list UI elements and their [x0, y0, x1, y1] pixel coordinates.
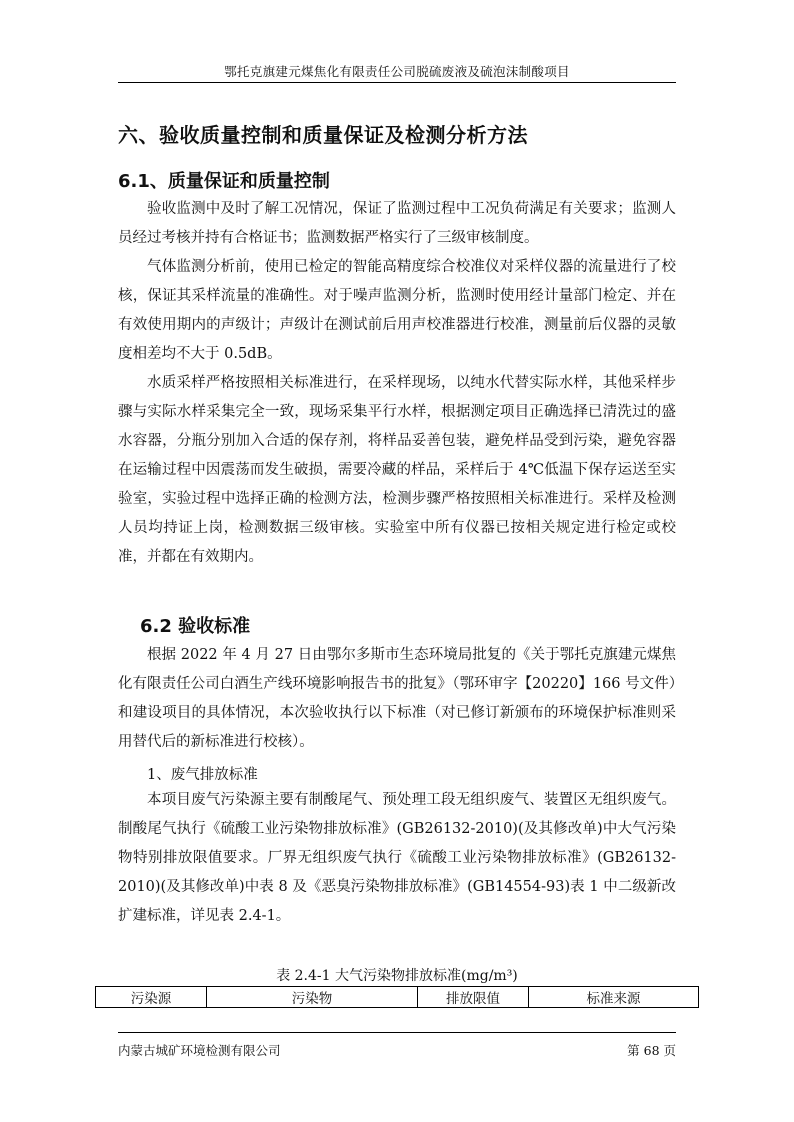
paragraph-qc-1: 验收监测中及时了解工况情况，保证了监测过程中工况负荷满足有关要求；监测人员经过考核并持有合格证书；监测数据严格实行了三级审核制度。 — [118, 201, 676, 246]
table-caption: 表 2.4-1 大气污染物排放标准(mg/m³) — [276, 968, 518, 984]
paragraph-qc-3: 水质采样严格按照相关标准进行，在采样现场，以纯水代替实际水样，其他采样步骤与实际水样采集完全一致，现场采集平行水样，根据测定项目正确选择已清洗过的盛水容器，分瓶分别加入合适的保存剂，将样品妥善包装，避免样品受到污染，避免容器在运输过程中因震荡而发生破损，需要冷藏的样品，采样后于 4℃低温下保存运送至实验室，实验过程中选择正确的检测方法，检测步骤严格按照相关标准进行。采样及检测人员均持证上岗，检测数据三级审核。实验室中所有仪器已按相关规定进行检定或校准，并都在有效期内。 — [118, 375, 676, 565]
paragraph-qc-2: 气体监测分析前，使用已检定的智能高精度综合校准仪对采样仪器的流量进行了校核，保证其采样流量的准确性。对于噪声监测分析，监测时使用经计量部门检定、并在有效使用期内的声级计；声级计在测试前后用声校准器进行校准，测量前后仪器的灵敏度相差均不大于 0.5dB。 — [118, 259, 676, 362]
header-cell-standard: 标准来源 — [529, 987, 699, 1008]
footer-company: 内蒙古城矿环境检测有限公司 — [118, 1043, 281, 1058]
header-rule — [118, 82, 676, 83]
header-cell-source: 污染源 — [96, 987, 207, 1008]
header-title: 鄂托克旗建元煤焦化有限责任公司脱硫废液及硫泡沫制酸项目 — [224, 64, 570, 79]
table-header-row — [96, 987, 699, 1008]
paragraph-standard-2: 本项目废气污染源主要有制酸尾气、预处理工段无组织废气、装置区无组织废气。制酸尾气执行《硫酸工业污染物排放标准》(GB26132-2010)(及其修改单)中大气污染物特别排放限值要求。厂界无组织废气执行《硫酸工业污染物排放标准》(GB26132-2010)(及其修改单)中表 8 及《恶臭污染物排放标准》(GB14554-93)表 1 中二级新改扩建标准，详见表 2.4-1。 — [118, 792, 676, 924]
section-6-2-title: 6.2 验收标准 — [140, 616, 251, 637]
header-cell-limit: 排放限值 — [418, 987, 529, 1008]
page-number: 第 68 页 — [627, 1043, 676, 1058]
section-title: 六、验收质量控制和质量保证及检测分析方法 — [118, 123, 528, 147]
paragraph-standard-1: 根据 2022 年 4 月 27 日由鄂尔多斯市生态环境局批复的《关于鄂托克旗建元煤焦化有限责任公司白酒生产线环境影响报告书的批复》（鄂环审字【20220】166 号文件）和建设项目的具体情况，本次验收执行以下标准（对已修订新颁布的环境保护标准则采用替代后的新标准进行校核）。 — [118, 647, 676, 750]
header-cell-pollutant: 污染物 — [207, 987, 418, 1008]
section-6-1-title: 6.1、质量保证和质量控制 — [118, 171, 330, 192]
footer-rule — [118, 1032, 676, 1033]
list-item-waste-gas: 1、废气排放标准 — [147, 767, 258, 783]
emission-standard-table — [95, 986, 699, 1008]
